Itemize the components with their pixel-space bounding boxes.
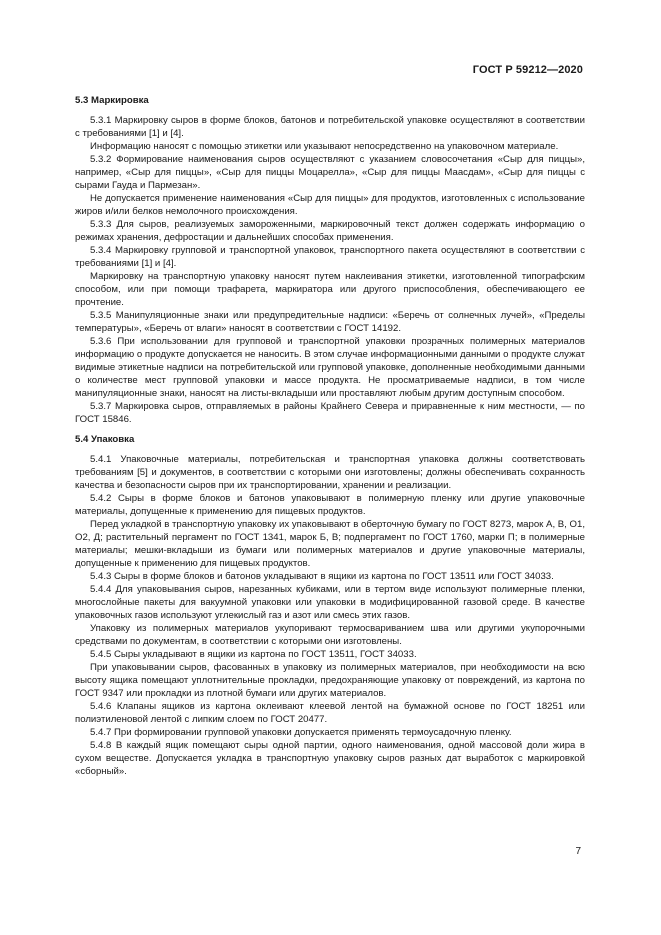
document-body [75, 94, 585, 778]
paragraph: Информацию наносят с помощью этикетки или указывают непосредственно на упаковочном материале. [90, 141, 559, 152]
paragraph: При упаковывании сыров, фасованных в упаковку из полимерных материалов, при необходимости на всю высоту ящика помещают уплотнительные прокладки, предохраняющие упаковку от повреждений, из картона по ГОСТ 9347 или прокладки из плотной бумаги или других материалов. [75, 662, 585, 699]
paragraph-5-4-4: 5.4.4 Для упаковывания сыров, нарезанных кубиками, или в тертом виде используют полимерные пленки, многослойные пакеты для вакуумной упаковки или упаковки в модифицированной газовой среде. В качестве упаковочных газов используют углекислый газ и азот или смесь этих газов. [75, 584, 585, 621]
paragraph-5-3-6: 5.3.6 При использовании для групповой и транспортной упаковки прозрачных полимерных материалов информацию о продукте допускается не наносить. В этом случае информационными данными о продукте служат видимые этикетные надписи на потребительской или групповой упаковке, дополненные необходимыми данными о количестве мест групповой упаковки и массе продукта. Не просматриваемые надписи, в том числе манипуляционные знаки, наносят на листы-вкладыши или проставляют любым другим доступным способом. [75, 336, 585, 399]
paragraph-5-3-7: 5.3.7 Маркировка сыров, отправляемых в районы Крайнего Севера и приравненные к ним местности, — по ГОСТ 15846. [75, 401, 585, 425]
paragraph-5-3-5: 5.3.5 Манипуляционные знаки или предупредительные надписи: «Беречь от солнечных лучей», «Пределы температуры», «Беречь от влаги» наносят в соответствии с ГОСТ 14192. [75, 310, 585, 334]
paragraph-5-3-2: 5.3.2 Формирование наименования сыров осуществляют с указанием словосочетания «Сыр для пиццы», например, «Сыр для пиццы», «Сыр для пиццы Моцарелла», «Сыр для пиццы Маасдам», «Сыр для пиццы с сырами Гауда и Пармезан». [75, 154, 585, 191]
paragraph-5-4-7: 5.4.7 При формировании групповой упаковки допускается применять термоусадочную пленку. [90, 727, 512, 738]
page-number: 7 [575, 846, 581, 857]
section-heading: 5.4 Упаковка [75, 434, 135, 445]
paragraph-5-4-2: 5.4.2 Сыры в форме блоков и батонов упаковывают в полимерную пленку или другие упаковочные материалы, допущенные к применению для пищевых продуктов. [75, 493, 585, 517]
paragraph: Не допускается применение наименования «Сыр для пиццы» для продуктов, изготовленных с использование жиров и/или белков немолочного происхождения. [75, 193, 585, 217]
paragraph-5-4-6: 5.4.6 Клапаны ящиков из картона оклеивают клеевой лентой на бумажной основе по ГОСТ 18251 или полиэтиленовой лентой с липким слоем по ГОСТ 20477. [75, 701, 585, 725]
paragraph-5-4-5: 5.4.5 Сыры укладывают в ящики из картона по ГОСТ 13511, ГОСТ 34033. [90, 649, 417, 660]
paragraph: Упаковку из полимерных материалов укупоривают термосвариванием шва или другими укупорочными средствами по документам, в соответствии с которыми они изготовлены. [75, 623, 585, 647]
paragraph: Перед укладкой в транспортную упаковку их упаковывают в оберточную бумагу по ГОСТ 8273, марок А, В, О1, О2, Д; растительный пергамент по ГОСТ 1341, марок Б, В; подпергамент по ГОСТ 1760, марки П; в полимерные материалы; мешки-вкладыши из бумаги или полимерных материалов и другие упаковочные материалы, допущенные к применению для пищевых продуктов. [75, 519, 585, 569]
paragraph-5-3-4: 5.3.4 Маркировку групповой и транспортной упаковок, транспортного пакета осуществляют в соответствии с требованиями [1] и [4]. [75, 245, 585, 269]
paragraph-5-3-1: 5.3.1 Маркировку сыров в форме блоков, батонов и потребительской упаковке осуществляют в соответствии с требованиями [1] и [4]. [75, 115, 585, 139]
paragraph: Маркировку на транспортную упаковку наносят путем наклеивания этикетки, изготовленной типографским способом, или при помощи трафарета, маркиратора или другого приспособления, обеспечивающего ее прочтение. [75, 271, 585, 308]
paragraph-5-4-3: 5.4.3 Сыры в форме блоков и батонов укладывают в ящики из картона по ГОСТ 13511 или ГОСТ 34033. [90, 571, 554, 582]
paragraph-5-4-8: 5.4.8 В каждый ящик помещают сыры одной партии, одного наименования, одной массовой доли жира в сухом веществе. Допускается укладка в транспортную упаковку сыров разных дат выработок с маркировкой «сборный». [75, 740, 585, 777]
document-header: ГОСТ Р 59212—2020 [472, 64, 583, 76]
paragraph-5-4-1: 5.4.1 Упаковочные материалы, потребительская и транспортная упаковка должны соответствовать требованиям [5] и документов, в соответствии с которыми они изготовлены; должны обеспечивать сохранность качества и безопасности сыров при их транспортировании, хранении и реализации. [75, 454, 585, 491]
section-heading: 5.3 Маркировка [75, 95, 149, 106]
paragraph-5-3-3: 5.3.3 Для сыров, реализуемых замороженными, маркировочный текст должен содержать информацию о режимах хранения, дефростации и дальнейших способах применения. [75, 219, 585, 243]
